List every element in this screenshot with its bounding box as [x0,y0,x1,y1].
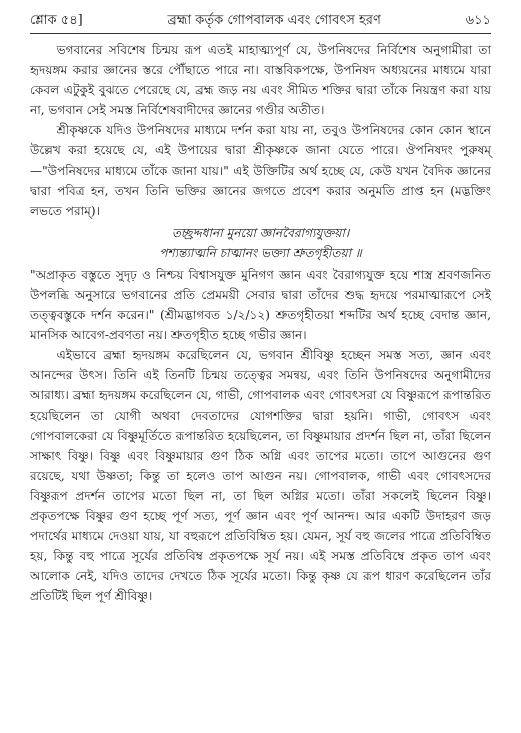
page-number: ৬১১ [465,13,491,28]
verse-line: পশ্যন্ত্যাত্মনি চাত্মানং ভক্ত্যা শ্রুতগৃহীতয়া ॥ [159,245,362,260]
verse-reference: শ্লোক ৫৪] [30,13,83,28]
paragraph: শ্রীকৃষ্ণকে যদিও উপনিষদের মাধ্যমে দর্শন করা যায় না, তবুও উপনিষদের কোন কোন স্থানে উল্লেখ করা হয়েছে যে, এই উপায়ের দ্বারা শ্রীকৃষ্ণকে জানা যেতে পারে। ঔপনিষদং পুরুষম্—"উপনিষদের মাধ্যমে তাঁকে জানা যায়।" এই উক্তিটির অর্থ হচ্ছে যে, কেউ যখন বৈদিক জ্ঞানের দ্বারা পবিত্র হন, তখন তিনি ভক্তির জ্ঞানের জগতে প্রবেশ করার অনুমতি প্রাপ্ত হন (মদ্ভক্তিং লভতে পরাম্)। [30,123,491,218]
chapter-title: ব্রহ্মা কর্তৃক গোপবালক এবং গোবৎস হরণ [167,13,381,28]
page-header [30,12,491,34]
verse-line: তচ্ছ্রদ্দধানা মুনয়ো জ্ঞানবৈরাগ্যযুক্তয়া। [171,225,350,240]
sanskrit-verse [30,223,491,263]
paragraph: "অপ্রাকৃত বস্তুতে সুদৃঢ় ও নিশ্চয় বিশ্বাসযুক্ত মুনিগণ জ্ঞান এবং বৈরাগ্যযুক্ত হয়ে শাস্ত্র শ্রবণজনিত উপলব্ধি অনুসারে ভগবানের প্রতি প্রেমময়ী সেবার দ্বারা তাঁদের শুদ্ধ হৃদয়ে পরমাত্মারূপে সেই তত্ত্ববস্তুকে দর্শন করেন।" (শ্রীমদ্ভাগবত ১/২/১২) শ্রুতগৃহীতয়া শব্দটির অর্থ হচ্ছে বেদান্ত জ্ঞান, মানসিক আবেগ-প্রবণতা নয়। শ্রুতগৃহীত হচ্ছে গভীর জ্ঞান। [30,267,491,343]
paragraph: এইভাবে ব্রহ্মা হৃদয়ঙ্গম করেছিলেন যে, ভগবান শ্রীবিষ্ণু হচ্ছেন সমস্ত সত্য, জ্ঞান এবং আনন্দের উৎস। তিনি এই তিনটি চিন্ময় তত্ত্বের সমন্বয়, এবং তিনি উপনিষদের অনুগামীদের আরাধ্য। ব্রহ্মা হৃদয়ঙ্গম করেছিলেন যে, গাভী, গোপবালক এবং গোবৎসরা যে বিষ্ণুরূপে রূপান্তরিত হয়েছিলেন তা যোগী অথবা দেবতাদের যোগশক্তির দ্বারা হয়নি। গাভী, গোবৎস এবং গোপবালকেরা যে বিষ্ণুমূর্তিতে রূপান্তরিত হয়েছিলেন, তা বিষ্ণুমায়ার প্রদর্শন ছিল না, তাঁরা ছিলেন সাক্ষাৎ বিষ্ণু। বিষ্ণু এবং বিষ্ণুমায়ার গুণ ঠিক অগ্নি এবং তাপের মতো। তাপে আগুনের গুণ রয়েছে, যথা উষ্ণতা; কিন্তু তা হলেও তাপ আগুন নয়। গোপবালক, গাভী এবং গোবৎসদের বিষ্ণুরূপ প্রদর্শন তাপের মতো ছিল না, তা ছিল অগ্নির মতো। তাঁরা সকলেই ছিলেন বিষ্ণু। প্রকৃতপক্ষে বিষ্ণুর গুণ হচ্ছে পূর্ণ সত্য, পূর্ণ জ্ঞান এবং পূর্ণ আনন্দ। আর একটি উদাহরণ জড় পদার্থের মাধ্যমে দেওয়া যায়, যা বহুরূপে প্রতিবিম্বিত হয়। যেমন, সূর্য বহু জলের পাত্রে প্রতিবিম্বিত হয়, কিন্তু বহু পাত্রে সূর্যের প্রতিবিম্ব প্রকৃতপক্ষে সূর্য নয়। এই সমস্ত প্রতিবিম্বে প্রকৃত তাপ এবং আলোক নেই, যদিও তাদের দেখতে ঠিক সূর্যের মতো। কিন্তু কৃষ্ণ যে রূপ ধারণ করেছিলেন তাঁর প্রতিটিই ছিল পূর্ণ শ্রীবিষ্ণু। [30,348,492,604]
page-body [30,40,491,606]
paragraph: ভগবানের সবিশেষ চিন্ময় রূপ এতই মাহাত্ম্যপূর্ণ যে, উপনিষদের নির্বিশেষ অনুগামীরা তা হৃদয়ঙ্গম করার জ্ঞানের স্তরে পৌঁছাতে পারে না। বাস্তবিকপক্ষে, উপনিষদ অধ্যয়নের মাধ্যমে যারা কেবল এটুকুই বুঝতে পেরেছে যে, ব্রহ্ম জড় নয় এবং সীমিত শক্তির দ্বারা তাঁকে নিয়ন্ত্রণ করা যায় না, ভগবান সেই সমস্ত নির্বিশেষবাদীদের জ্ঞানের গণ্ডীর অতীত। [30,43,491,118]
